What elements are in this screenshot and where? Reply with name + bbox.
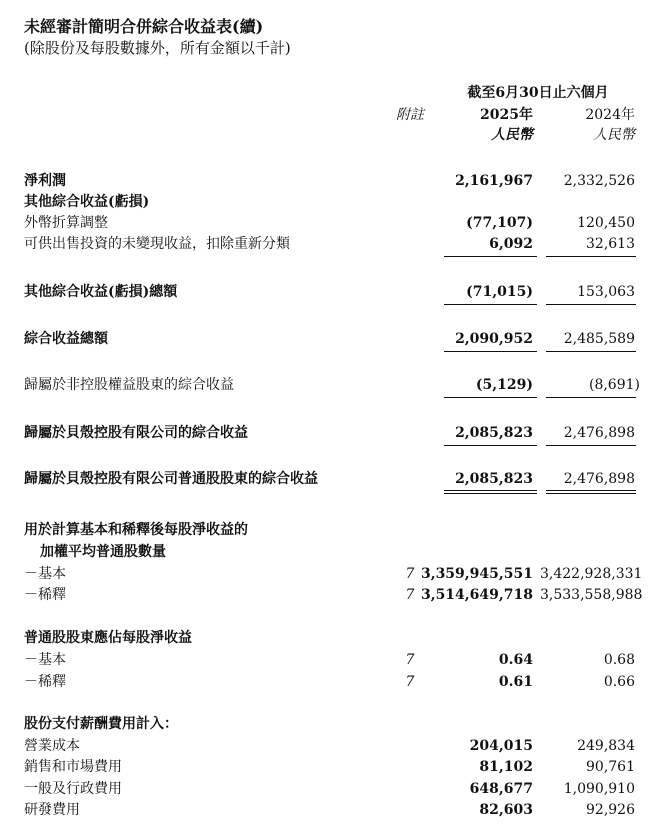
row-label-sbc-cost: 營業成本 (24, 738, 80, 754)
double-underline-2024-attrib-ord (546, 490, 636, 494)
row-label-sbc-ga: 一般及行政費用 (24, 781, 122, 797)
row-label-shares-header-1: 用於計算基本和稀釋後每股淨收益的 (24, 522, 248, 538)
value-2024-fx: 120,450 (577, 215, 635, 231)
currency-2025-header: 人民幣 (491, 127, 533, 143)
note-header: 附註 (396, 107, 424, 123)
page-subtitle: (除股份及每股數據外，所有金額以千計) (24, 39, 291, 57)
value-2025-ci-total: 2,090,952 (455, 331, 533, 347)
row-label-sbc-header: 股份支付薪酬費用計入： (24, 716, 178, 732)
row-label-oci-header: 其他綜合收益(虧損) (24, 194, 150, 210)
underline-2025-attrib (444, 445, 537, 446)
period-header: 截至6月30日止六個月 (467, 85, 609, 101)
value-2025-attrib: 2,085,823 (455, 425, 533, 441)
value-2024-nci: (8,691) (588, 377, 640, 393)
value-2024-sbc-ga: 1,090,910 (563, 781, 635, 797)
row-label-eps-header: 普通股股東應佔每股淨收益 (24, 630, 192, 646)
row-label-afs: 可供出售投資的未變現收益，扣除重新分類 (24, 236, 290, 252)
value-2025-sbc-sales: 81,102 (479, 759, 533, 775)
row-label-shares-header-2: 加權平均普通股數量 (40, 544, 166, 560)
value-2025-oci-total: (71,015) (466, 284, 533, 300)
value-2025-sbc-rd: 82,603 (479, 802, 533, 818)
underline-2025-nci (444, 397, 537, 398)
value-2025-sbc-cost: 204,015 (469, 738, 533, 754)
value-2024-net-profit: 2,332,526 (563, 173, 635, 189)
underline-2024-afs (546, 256, 636, 257)
value-2024-afs: 32,613 (586, 236, 635, 252)
row-label-fx: 外幣折算調整 (24, 215, 108, 231)
value-2024-sbc-sales: 90,761 (586, 759, 635, 775)
note-eps-basic: 7 (405, 652, 415, 668)
value-2024-sbc-rd: 92,926 (586, 802, 635, 818)
currency-2024-header: 人民幣 (593, 127, 635, 143)
underline-2025-ci-total (444, 351, 537, 352)
row-label-nci: 歸屬於非控股權益股東的綜合收益 (24, 377, 234, 393)
value-2024-attrib-ord: 2,476,898 (563, 471, 635, 487)
value-2025-eps-basic: 0.64 (498, 652, 533, 668)
year-2025-header: 2025年 (480, 107, 533, 123)
row-label-sbc-sales: 銷售和市場費用 (24, 759, 122, 775)
underline-2024-ci-total (546, 351, 636, 352)
underline-2024-attrib (546, 445, 636, 446)
year-2024-header: 2024年 (585, 107, 635, 123)
note-shares-basic: 7 (405, 566, 415, 582)
value-2024-attrib: 2,476,898 (563, 425, 635, 441)
value-2024-ci-total: 2,485,589 (563, 331, 635, 347)
underline-2025-afs (444, 256, 537, 257)
note-eps-diluted: 7 (405, 674, 415, 690)
row-label-oci-total: 其他綜合收益(虧損)總額 (24, 284, 178, 300)
value-2025-afs: 6,092 (489, 236, 533, 252)
row-label-net-profit: 淨利潤 (24, 173, 66, 189)
value-2024-shares-basic: 3,422,928,331 (540, 566, 643, 582)
value-2024-eps-basic: 0.68 (603, 652, 635, 668)
row-label-eps-basic: －基本 (24, 652, 66, 668)
value-2025-net-profit: 2,161,967 (455, 173, 533, 189)
double-underline-2025-attrib-ord (444, 490, 537, 494)
row-label-shares-diluted: －稀釋 (24, 587, 66, 603)
value-2025-eps-diluted: 0.61 (498, 674, 533, 690)
value-2024-oci-total: 153,063 (577, 284, 635, 300)
row-label-attrib-ord: 歸屬於貝殼控股有限公司普通股股東的綜合收益 (24, 471, 318, 487)
row-label-shares-basic: －基本 (24, 566, 66, 582)
value-2024-shares-diluted: 3,533,558,988 (540, 587, 643, 603)
row-label-eps-diluted: －稀釋 (24, 674, 66, 690)
page-title: 未經審計簡明合併綜合收益表(續) (24, 17, 264, 36)
underline-2024-nci (546, 397, 636, 398)
value-2025-shares-diluted: 3,514,649,718 (420, 587, 533, 603)
value-2025-attrib-ord: 2,085,823 (455, 471, 533, 487)
row-label-attrib: 歸屬於貝殼控股有限公司的綜合收益 (24, 425, 248, 441)
value-2024-sbc-cost: 249,834 (577, 738, 635, 754)
row-label-ci-total: 綜合收益總額 (24, 331, 108, 347)
note-shares-diluted: 7 (405, 587, 415, 603)
value-2025-sbc-ga: 648,677 (469, 781, 533, 797)
underline-2024-oci-total (546, 304, 636, 305)
value-2025-shares-basic: 3,359,945,551 (420, 566, 533, 582)
value-2025-nci: (5,129) (475, 377, 533, 393)
underline-2025-oci-total (444, 304, 537, 305)
value-2025-fx: (77,107) (466, 215, 533, 231)
row-label-sbc-rd: 研發費用 (24, 802, 80, 818)
value-2024-eps-diluted: 0.66 (603, 674, 635, 690)
